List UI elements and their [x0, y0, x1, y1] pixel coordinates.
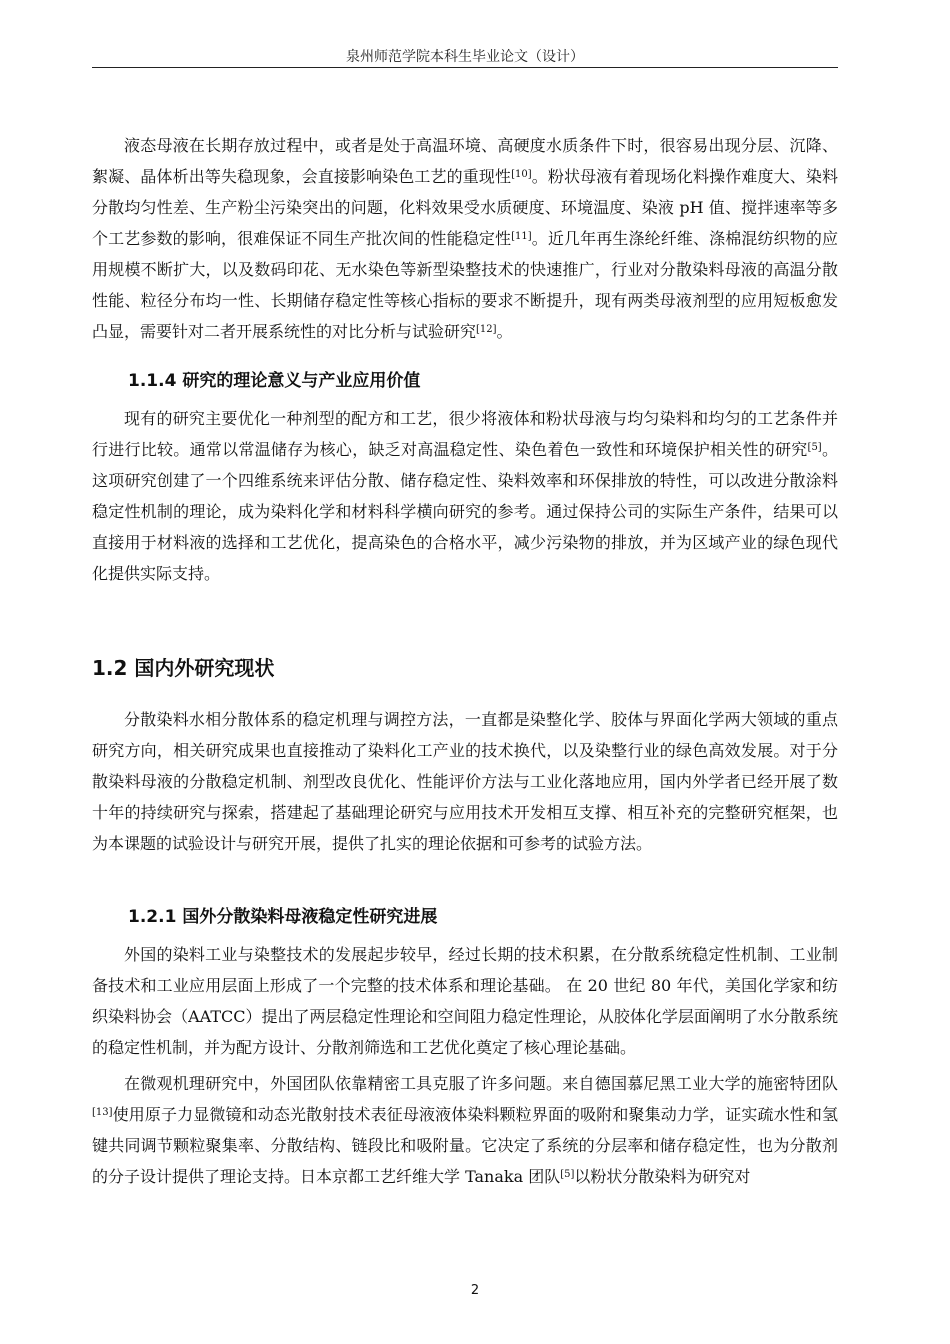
header-rule — [92, 67, 838, 68]
paragraph-5-text-a: 在微观机理研究中，外国团队依靠精密工具克服了许多问题。来自德国慕尼黑工业大学的施密特团队 — [124, 1074, 838, 1093]
heading-1-2-1: 1.2.1 国外分散染料母液稳定性研究进展 — [128, 907, 438, 927]
paragraph-4-text: 外国的染料工业与染整技术的发展起步较早，经过长期的技术积累，在分散系统稳定性机制、工业制备技术和工业应用层面上形成了一个完整的技术体系和理论基础。 在 20 世纪 80 年代，美国化学家和纺织染料协会（AATCC）提出了两层稳定性理论和空间阻力稳定性理论，从胶体化学层面阐明了水分散系统的稳定性机制，并为配方设计、分散剂筛选和工艺优化奠定了核心理论基础。 — [92, 945, 838, 1057]
paragraph-2-text-b: 。这项研究创建了一个四维系统来评估分散、储存稳定性、染料效率和环保排放的特性，可以改进分散涂料稳定性机制的理论，成为染料化学和材料科学横向研究的参考。通过保持公司的实际生产条件，结果可以直接用于材料液的选择和工艺优化，提高染色的合格水平，减少污染物的排放，并为区域产业的绿色现代化提供实际支持。 — [92, 440, 838, 583]
paragraph-1-text-a: 液态母液在长期存放过程中，或者是处于高温环境、高硬度水质条件下时，很容易出现分层、沉降、絮凝、晶体析出等失稳现象，会直接影响染色工艺的重现性 — [92, 136, 838, 186]
citation-10: [10] — [511, 169, 532, 180]
heading-1-2: 1.2 国内外研究现状 — [92, 656, 275, 680]
citation-12: [12] — [476, 324, 497, 335]
paragraph-4 — [92, 939, 838, 1063]
paragraph-5-text-c: 以粉状分散染料为研究对 — [574, 1167, 751, 1186]
citation-5: [5] — [807, 442, 822, 453]
paragraph-2 — [92, 403, 838, 589]
paragraph-3-text: 分散染料水相分散体系的稳定机理与调控方法，一直都是染整化学、胶体与界面化学两大领域的重点研究方向，相关研究成果也直接推动了染料化工产业的技术换代，以及染整行业的绿色高效发展。对于分散染料母液的分散稳定机制、剂型改良优化、性能评价方法与工业化落地应用，国内外学者已经开展了数十年的持续研究与探索，搭建起了基础理论研究与应用技术开发相互支撑、相互补充的完整研究框架，也为本课题的试验设计与研究开展，提供了扎实的理论依据和可参考的试验方法。 — [92, 710, 838, 853]
citation-13: [13] — [92, 1107, 113, 1118]
citation-5b: [5] — [560, 1169, 575, 1180]
citation-11: [11] — [511, 231, 532, 242]
paragraph-1-text-d: 。 — [496, 322, 513, 341]
heading-1-1-4: 1.1.4 研究的理论意义与产业应用价值 — [128, 371, 421, 391]
running-header: 泉州师范学院本科生毕业论文（设计） — [346, 49, 584, 65]
paragraph-3 — [92, 704, 838, 859]
paragraph-5-text-b: 使用原子力显微镜和动态光散射技术表征母液液体染料颗粒界面的吸附和聚集动力学，证实疏水性和氢键共同调节颗粒聚集率、分散结构、链段比和吸附量。它决定了系统的分层率和储存稳定性，也为分散剂的分子设计提供了理论支持。日本京都工艺纤维大学 Tanaka 团队 — [92, 1105, 838, 1186]
paragraph-1-text-b: 。粉状母液有着现场化料操作难度大、染料分散均匀性差、生产粉尘污染突出的问题，化料效果受水质硬度、环境温度、染液 pH 值、搅拌速率等多个工艺参数的影响，很难保证不同生产批次间的性能稳定性 — [92, 167, 838, 248]
paragraph-2-text-a: 现有的研究主要优化一种剂型的配方和工艺，很少将液体和粉状母液与均匀染料和均匀的工艺条件并行进行比较。通常以常温储存为核心，缺乏对高温稳定性、染色着色一致性和环境保护相关性的研究 — [92, 409, 838, 459]
paragraph-1 — [92, 130, 838, 347]
paragraph-5 — [92, 1068, 838, 1192]
paragraph-1-text-c: 。近几年再生涤纶纤维、涤棉混纺织物的应用规模不断扩大，以及数码印花、无水染色等新型染整技术的快速推广，行业对分散染料母液的高温分散性能、粒径分布均一性、长期储存稳定性等核心指标的要求不断提升，现有两类母液剂型的应用短板愈发凸显，需要针对二者开展系统性的对比分析与试验研究 — [92, 229, 838, 341]
page-number: 2 — [470, 1283, 480, 1298]
